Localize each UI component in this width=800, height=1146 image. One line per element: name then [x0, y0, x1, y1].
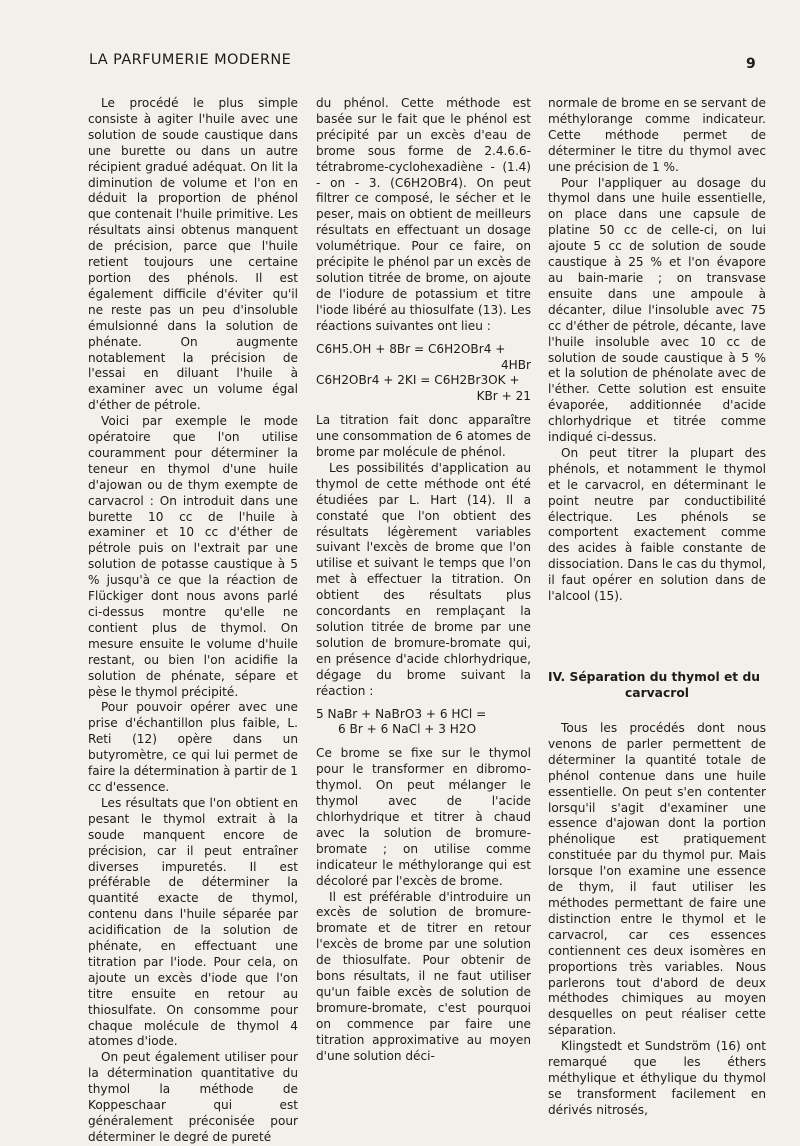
- text-column-1: [88, 96, 298, 1146]
- chemical-equations: [316, 342, 531, 406]
- paragraph: Les résultats que l'on obtient en pesant le thymol extrait à la soude manquent encore de précision, car il peut entraîner diverses impuretés. Il est préférable de déterminer la quantité exacte de thymol, contenu dans l'huile séparée par acidification de la solution de phénate, en effectuant une titration par l'iode. Pour cela, on ajoute un excès d'iode que l'on titre ensuite en retour au thiosulfate. On consomme pour chaque molécule de thymol 4 atomes d'iode.: [88, 795, 298, 1049]
- equation-line: C6H2OBr4 + 2KI = C6H2Br3OK +: [316, 373, 520, 388]
- equation-line: 4HBr: [500, 357, 531, 372]
- equation-line: 6 Br + 6 NaCl + 3 H2O: [338, 722, 477, 737]
- paragraph: Ce brome se fixe sur le thymol pour le transformer en dibromo-thymol. On peut mélanger le thymol avec de l'acide chlorhydrique et titrer à chaud avec la solution de bromure-bromate ; on utilise comme indicateur le méthylorange qui est décoloré par l'excès de brome.: [316, 746, 531, 888]
- paragraph: Tous les procédés dont nous venons de parler permettent de déterminer la quantité totale de phénol contenue dans une huile essentielle. On peut s'en contenter lorsqu'il s'agit d'examiner une essence d'ajowan dont la portion phénolique est pratiquement constituée par du thymol pur. Mais lorsque l'on examine une essence de thym, il faut utiliser les méthodes permettant de faire une distinction entre le thymol et le carvacrol, car ces essences contiennent ces deux isomères en proportions très variables. Nous parlerons tout d'abord de deux méthodes chimiques au moyen desquelles on peut réaliser cette séparation.: [548, 721, 766, 1038]
- equation-line: C6H5.OH + 8Br = C6H2OBr4 +: [316, 341, 506, 356]
- paragraph: Pour l'appliquer au dosage du thymol dans une huile essentielle, on place dans une capsule de platine 50 cc de celle-ci, on lui ajoute 5 cc de solution de soude caustique à 25 % et l'on évapore au bain-marie ; on transvase ensuite dans une ampoule à décanter, dilue l'insoluble avec 75 cc d'éther de pétrole, décante, lave l'huile insoluble avec 10 cc de solution de soude caustique à 5 % et la solution de phénolate avec de l'éther. Cette solution est ensuite évaporée, additionnée d'acide chlorhydrique et titrée comme indiqué ci-dessus.: [548, 175, 766, 445]
- text-column-2: [316, 96, 531, 1064]
- section-heading-line: IV. Séparation du thymol et du: [548, 670, 760, 684]
- paragraph: Les possibilités d'application au thymol de cette méthode ont été étudiées par L. Hart (14). Il a constaté que l'on obtient des résultats légèrement variables suivant l'excès de brome que l'on utilise et suivant le temps que l'on met à effectuer la titration. On obtient des résultats plus concordants en remplaçant la solution titrée de brome par une solution de bromure-bromate qui, en présence d'acide chlorhydrique, dégage du brome suivant la réaction :: [316, 460, 531, 698]
- chemical-equation: [316, 707, 531, 739]
- section-heading: [548, 669, 766, 701]
- paragraph: La titration fait donc apparaître une consommation de 6 atomes de brome par molécule de phénol.: [316, 413, 531, 460]
- equation-line: KBr + 21: [476, 389, 531, 404]
- equation-line: 5 NaBr + NaBrO3 + 6 HCl =: [316, 706, 487, 721]
- paragraph: normale de brome en se servant de méthylorange comme indicateur. Cette méthode permet de déterminer le titre du thymol avec une précision de 1 %.: [548, 96, 766, 174]
- section-heading-line: carvacrol: [625, 686, 689, 700]
- paragraph: On peut également utiliser pour la détermination quantitative du thymol la méthode de Koppeschaar qui est généralement préconisée pour déterminer le degré de pureté: [88, 1050, 298, 1144]
- running-header-title: LA PARFUMERIE MODERNE: [89, 52, 292, 68]
- text-column-3: [548, 96, 766, 1119]
- paragraph: On peut titrer la plupart des phénols, et notamment le thymol et le carvacrol, en déterminant le point neutre par conductibilité électrique. Les phénols se comportent exactement comme des acides à faible constante de dissociation. Dans le cas du thymol, il faut opérer en solution dans de l'alcool (15).: [548, 445, 766, 604]
- paragraph: Voici par exemple le mode opératoire que l'on utilise couramment pour déterminer la teneur en thymol d'une huile d'ajowan ou de thym exempte de carvacrol : On introduit dans une burette 10 cc de l'huile à examiner et 10 cc d'éther de pétrole puis on l'extrait par une solution de potasse caustique à 5 % jusqu'à ce que la réaction de Flückiger dont nous avons parlé ci-dessus montre qu'elle ne contient plus de thymol. On mesure ensuite le volume d'huile restant, ou bien l'on acidifie la solution de phénate, sépare et pèse le thymol précipité.: [88, 414, 298, 699]
- page-number: 9: [746, 56, 756, 72]
- paragraph: Pour pouvoir opérer avec une prise d'échantillon plus faible, L. Reti (12) opère dans un butyromètre, ce qui lui permet de faire la détermination à partir de 1 cc d'essence.: [88, 700, 298, 794]
- paragraph: Le procédé le plus simple consiste à agiter l'huile avec une solution de soude caustique dans une burette ou dans un autre récipient gradué adéquat. On lit la diminution de volume et l'on en déduit la proportion de phénol que contenait l'huile primitive. Les résultats ainsi obtenus manquent de précision, parce que l'huile retient toujours une certaine portion des phénols. Il est également difficile d'éviter qu'il ne reste pas un peu d'insoluble émulsionné dans la solution de phénate. On augmente notablement la précision de l'essai en diluant l'huile à examiner avec un volume égal d'éther de pétrole.: [88, 96, 298, 413]
- paragraph: Il est préférable d'introduire un excès de solution de bromure-bromate et de titrer en retour l'excès de brome par une solution de thiosulfate. Pour obtenir de bons résultats, il ne faut utiliser qu'un faible excès de solution de bromure-bromate, c'est pourquoi on commence par faire une titration approximative au moyen d'une solution déci-: [316, 889, 531, 1063]
- paragraph: Klingstedt et Sundström (16) ont remarqué que les éthers méthylique et éthylique du thymol se transforment facilement en dérivés nitrosés,: [548, 1039, 766, 1117]
- paragraph: du phénol. Cette méthode est basée sur le fait que le phénol est précipité par un excès d'eau de brome sous forme de 2.4.6.6-tétrabrome-cyclohexadiène - (1.4) - on - 3. (C6H2OBr4). On peut filtrer ce composé, le sécher et le peser, mais on obtient de meilleurs résultats en effectuant un dosage volumétrique. Pour ce faire, on précipite le phénol par un excès de solution titrée de brome, on ajoute de l'iodure de potassium et titre l'iode libéré au thiosulfate (13). Les réactions suivantes ont lieu :: [316, 96, 531, 333]
